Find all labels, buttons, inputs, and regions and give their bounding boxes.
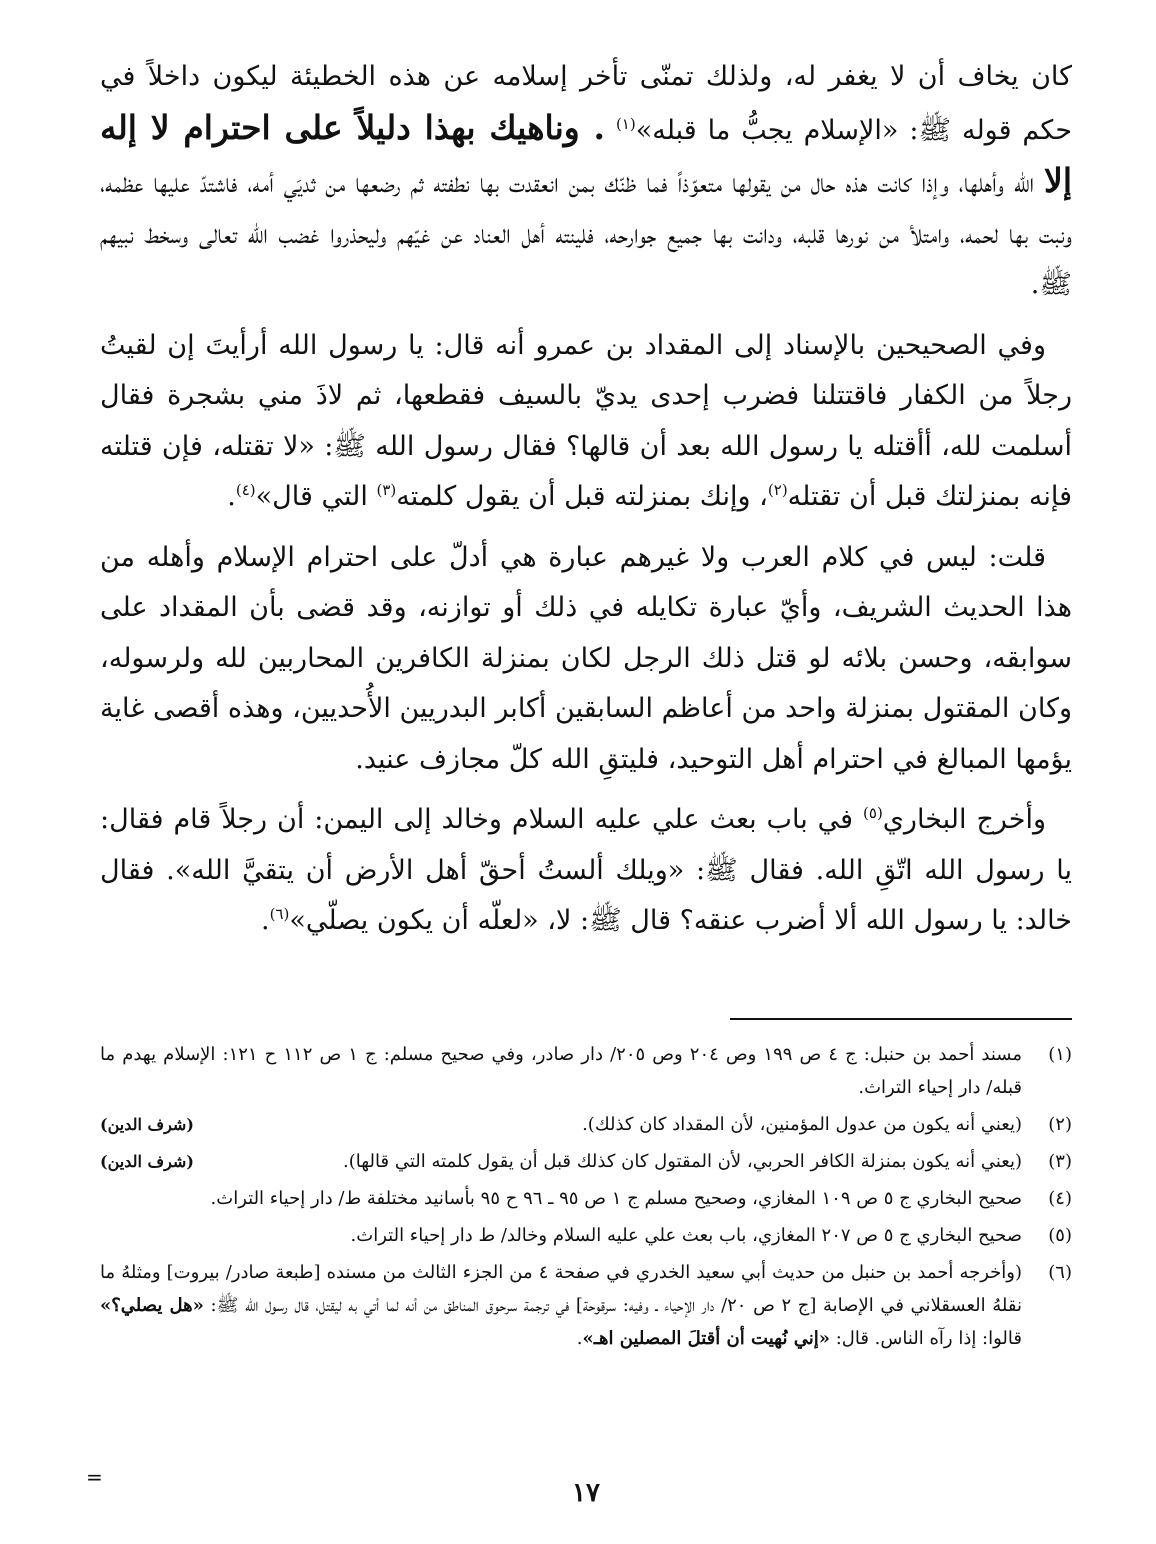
footnote-body [100, 1145, 1022, 1178]
footnote-number: (٤) [1048, 1188, 1072, 1209]
paragraph-4-text-c: . [260, 905, 270, 936]
paragraph-3 [100, 533, 1072, 786]
footnotes [100, 1038, 1072, 1359]
paragraph-2-text-a: وفي الصحيحين بالإسناد إلى المقداد بن عمرو أنه قال: يا رسول الله أرأيتَ إن لقيتُ رجلاً من الكفار فاقتتلنا فضرب إحدى يديّ بالسيف فقطعها، ثم لاذَ مني بشجرة فقال أسلمت لله، أأقتله يا رسول الله بعد أن قالها؟ فقال رسول الله ﷺ: «لا تقتله، فإن قتلته فإنه بمنزلتك قبل أن تقتله [100, 329, 1072, 512]
footnote-body [100, 1108, 1022, 1141]
footnote-separator [730, 1018, 1072, 1020]
footnote-2 [100, 1108, 1072, 1141]
footnote-text: مسند أحمد بن حنبل: ج ٤ ص ١٩٩ وص ٢٠٤ وص ٢٠٥/ دار صادر، وفي صحيح مسلم: ج ١ ص ١١٢ ح ١٢١: الإسلام يهدم ما قبله/ دار إحياء التراث. [100, 1044, 1022, 1098]
footnote-signature: (شرف الدين) [100, 1152, 194, 1171]
page-number: ١٧ [572, 1478, 600, 1508]
paragraph-4-text-a: وأخرج البخاري [882, 804, 1047, 835]
book-page [86, 52, 1073, 1508]
paragraph-4-text-b: في باب بعث علي عليه السلام وخالد إلى اليمن: أن رجلاً قام فقال: يا رسول الله اتّقِ الله. فقال ﷺ: «ويلك ألستُ أحقّ أهل الأرض أن يتقيَّ الله». فقال خالد: يا رسول الله ألا أضرب عنقه؟ قال ﷺ: لا، «لعلّه أن يكون يصلّي» [100, 804, 1072, 936]
paragraph-1-emphasis: . وناهيك بهذا دليلاً على احترام لا إله إلا [100, 107, 1072, 200]
footnote-quote-b: «إني نُهيت أن أقتلَ المصلين اهـ» [582, 1328, 830, 1349]
paragraph-2-text-c: التي قال» [255, 481, 377, 512]
footnote-ref-5[interactable]: (٥) [863, 804, 883, 822]
footnote-ref-6[interactable]: (٦) [269, 905, 290, 923]
footnote-ref-4[interactable]: (٤) [235, 481, 256, 499]
footnote-number: (٣) [1048, 1151, 1072, 1172]
footnote-body [100, 1256, 1022, 1355]
paragraph-2-text-b: ، وإنك بمنزلته قبل أن يقول كلمته [396, 481, 768, 512]
footnote-ref-3[interactable]: (٣) [376, 481, 397, 499]
footnote-text: (يعني أنه يكون بمنزلة الكافر الحربي، لأن المقتول كان كذلك قبل أن يقول كلمته التي قالها). [343, 1151, 1022, 1172]
footnote-5 [100, 1219, 1072, 1252]
footnote-quote-a: «هل يصلي؟» [100, 1295, 204, 1316]
footnote-number: (٢) [1048, 1114, 1072, 1135]
continuation-mark: = [86, 1465, 103, 1489]
paragraph-1-text-b: الله وأهلها، وإذا كانت هذه حال من يقولها متعوّذاً فما ظنّك بمن انعقدت بها نطفته ثم رضعها من ثديَي أمه، فاشتدّ عليها عظمه، ونبت بها لحمه، وامتلأ من نورها قلبه، ودانت بها جميع جوارحه، فلينته أهل العناد عن غيّهم وليحذروا غضب الله تعالى وسخط نبيهم ﷺ. [100, 168, 1072, 300]
paragraph-1-text-a: كان يخاف أن لا يغفر له، ولذلك تمنّى تأخر إسلامه عن هذه الخطيئة ليكون داخلاً في حكم قوله ﷺ: «الإسلام يجبُّ ما قبله» [100, 61, 1073, 146]
footnote-text-b: قالوا: إذا رآه الناس. قال: [829, 1328, 1022, 1349]
paragraph-2-text-d: . [227, 481, 236, 512]
footnote-text: (يعني أنه يكون من عدول المؤمنين، لأن المقداد كان كذلك). [582, 1114, 1022, 1135]
footnote-number: (٥) [1048, 1225, 1072, 1246]
footnote-text: صحيح البخاري ج ٥ ص ١٠٩ المغازي، وصحيح مسلم ج ١ ص ٩٥ ـ ٩٦ ح ٩٥ بأسانيد مختلفة ط/ دار إحياء التراث. [210, 1188, 1022, 1209]
paragraph-2 [100, 321, 1072, 523]
footnote-ref-1[interactable]: (١) [615, 114, 636, 133]
footnote-6 [100, 1256, 1072, 1355]
footnote-text-c: . [576, 1328, 583, 1349]
footnote-4 [100, 1182, 1072, 1215]
footnote-number: (٦) [1048, 1262, 1072, 1283]
footnote-number: (١) [1048, 1044, 1072, 1065]
paragraph-1 [100, 52, 1072, 311]
footnote-1 [100, 1038, 1072, 1104]
main-text [100, 52, 1072, 947]
footnote-3 [100, 1145, 1072, 1178]
footnote-text-a: (وأخرجه أحمد بن حنبل من حديث أبي سعيد الخدري في صفحة ٤ من الجزء الثالث من مسنده [طبعة صادر/ بيروت] ومثلهُ ما نقلهُ العسقلاني في الإصابة [ج ٢ ص ٢٠/ دار الإحياء ـ وفيه: سرقوحة] في ترجمة سرحوق المناطق من أنه لما أتي به ليقتل، قال رسول الله ﷺ: [100, 1262, 1022, 1316]
footnote-text: صحيح البخاري ج ٥ ص ٢٠٧ المغازي، باب بعث علي عليه السلام وخالد/ ط دار إحياء التراث. [350, 1225, 1022, 1246]
paragraph-4 [100, 795, 1072, 947]
footnote-ref-2[interactable]: (٢) [767, 481, 788, 499]
paragraph-3-text: قلت: ليس في كلام العرب ولا غيرهم عبارة هي أدلّ على احترام الإسلام وأهله من هذا الحديث الشريف، وأيّ عبارة تكايله في ذلك أو توازنه، وقد قضى بأن المقداد على سوابقه، وحسن بلائه لو قتل ذلك الرجل لكان بمنزلة الكافرين المحاربين لله ولرسوله، وكان المقتول بمنزلة واحد من أعاظم السابقين أكابر البدريين الأُحديين، وهذه أقصى غاية يؤمها المبالغ في احترام أهل التوحيد، فليتقِ الله كلّ مجازف عنيد. [100, 541, 1072, 775]
footnote-signature: (شرف الدين) [100, 1115, 194, 1134]
